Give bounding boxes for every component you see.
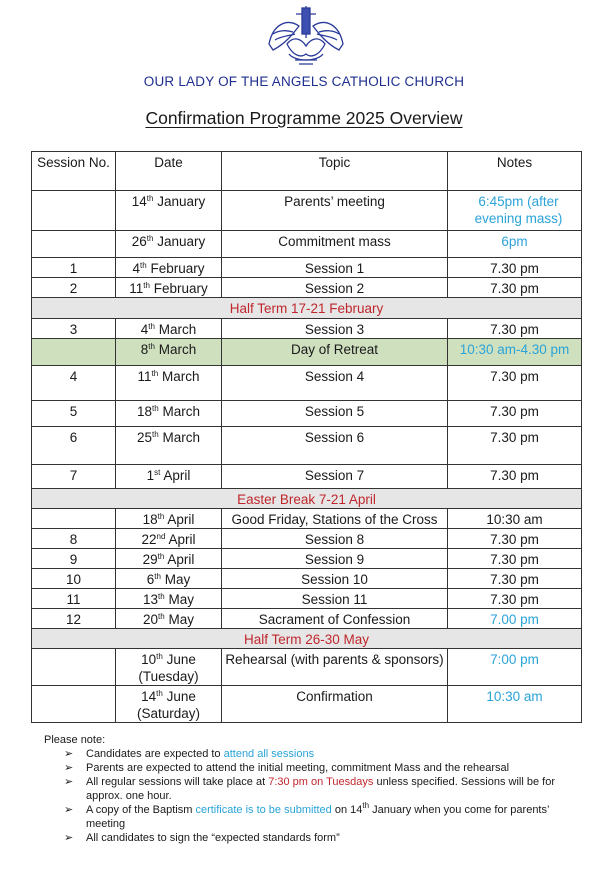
notes-cell: 10:30 am xyxy=(448,686,582,723)
topic-cell: Session 7 xyxy=(222,465,448,489)
session-number xyxy=(32,649,116,686)
date-cell xyxy=(116,569,222,589)
date-cell xyxy=(116,231,222,258)
notes-cell: 7.30 pm xyxy=(448,427,582,465)
session-number: 2 xyxy=(32,278,116,298)
date-month: March xyxy=(158,369,200,384)
arrow-bullet-icon: ➢ xyxy=(64,804,74,816)
session-number: 5 xyxy=(32,401,116,427)
note-text: January when you come for parents’ meeting xyxy=(86,804,550,830)
date-day: 26 xyxy=(131,234,147,249)
date-cell xyxy=(116,278,222,298)
topic-cell: Session 3 xyxy=(222,319,448,339)
date-month: March xyxy=(158,404,200,419)
session-number: 8 xyxy=(32,529,116,549)
topic-cell: Session 4 xyxy=(222,366,448,401)
notes-cell: 10:30 am xyxy=(448,509,582,529)
table-header-row xyxy=(32,152,582,191)
topic-cell: Sacrament of Confession xyxy=(222,609,448,629)
column-header: Topic xyxy=(222,152,448,191)
topic-cell: Session 9 xyxy=(222,549,448,569)
session-number: 7 xyxy=(32,465,116,489)
date-cell xyxy=(116,529,222,549)
topic-cell: Session 11 xyxy=(222,589,448,609)
session-number: 11 xyxy=(32,589,116,609)
note-text: Parents are expected to attend the initial meeting, commitment Mass and the rehearsal xyxy=(86,762,510,774)
table-row xyxy=(32,427,582,465)
break-label: Half Term 17-21 February xyxy=(32,298,582,319)
note-text: on 14 xyxy=(331,804,363,816)
table-row xyxy=(32,278,582,298)
note-item xyxy=(64,761,584,775)
break-row xyxy=(32,489,582,509)
date-suffix: th xyxy=(158,592,165,601)
topic-cell: Session 2 xyxy=(222,278,448,298)
date-month: May xyxy=(160,572,191,587)
session-number: 12 xyxy=(32,609,116,629)
arrow-bullet-icon: ➢ xyxy=(64,776,74,788)
date-day: 25 xyxy=(137,430,153,445)
note-item xyxy=(64,775,584,803)
date-cell xyxy=(116,465,222,489)
date-suffix: th xyxy=(146,234,154,243)
note-item xyxy=(64,747,584,761)
note-highlight: certificate is to be submitted xyxy=(195,804,332,816)
date-suffix: th xyxy=(152,430,159,439)
programme-table xyxy=(31,151,582,723)
date-cell xyxy=(116,549,222,569)
session-number: 6 xyxy=(32,427,116,465)
topic-cell: Rehearsal (with parents & sponsors) xyxy=(222,649,448,686)
notes-cell: 10:30 am-4.30 pm xyxy=(448,339,582,366)
table-row xyxy=(32,319,582,339)
church-name: OUR LADY OF THE ANGELS CATHOLIC CHURCH xyxy=(143,74,465,89)
session-number xyxy=(32,509,116,529)
date-day: 20 xyxy=(143,612,159,627)
session-number: 9 xyxy=(32,549,116,569)
break-label: Easter Break 7-21 April xyxy=(32,489,582,509)
notes-list xyxy=(44,747,584,845)
table-row xyxy=(32,609,582,629)
date-day: 13 xyxy=(143,592,159,607)
date-cell xyxy=(116,258,222,278)
note-text: All candidates to sign the “expected standards form” xyxy=(86,832,340,844)
page-title: Confirmation Programme 2025 Overview xyxy=(145,108,463,128)
church-logo-icon xyxy=(265,4,347,68)
notes-cell: 7.30 pm xyxy=(448,401,582,427)
topic-cell: Day of Retreat xyxy=(222,339,448,366)
notes-cell: 7.30 pm xyxy=(448,258,582,278)
notes-cell: 7.30 pm xyxy=(448,569,582,589)
arrow-bullet-icon: ➢ xyxy=(64,832,74,844)
date-cell xyxy=(116,589,222,609)
column-header: Session No. xyxy=(32,152,116,191)
notes-heading: Please note: xyxy=(44,734,106,746)
date-day: 11 xyxy=(129,281,144,296)
date-cell xyxy=(116,191,222,231)
date-month: April xyxy=(165,532,196,547)
date-suffix: th xyxy=(152,404,159,413)
session-number: 1 xyxy=(32,258,116,278)
column-header: Notes xyxy=(448,152,582,191)
topic-cell: Confirmation xyxy=(222,686,448,723)
notes-cell: 7.00 pm xyxy=(448,609,582,629)
topic-cell: Session 1 xyxy=(222,258,448,278)
break-label: Half Term 26-30 May xyxy=(32,629,582,649)
table-row xyxy=(32,529,582,549)
date-suffix: th xyxy=(148,342,155,351)
date-cell xyxy=(116,609,222,629)
table-row xyxy=(32,549,582,569)
note-text: unless specified. Sessions will be for approx. one hour. xyxy=(86,776,555,802)
topic-cell: Commitment mass xyxy=(222,231,448,258)
session-number xyxy=(32,191,116,231)
date-suffix: th xyxy=(156,689,163,698)
date-day: 18 xyxy=(142,512,158,527)
arrow-bullet-icon: ➢ xyxy=(64,748,74,760)
date-suffix: th xyxy=(151,369,159,378)
date-day: 18 xyxy=(137,404,153,419)
date-month: February xyxy=(146,261,205,276)
table-row xyxy=(32,339,582,366)
topic-cell: Session 10 xyxy=(222,569,448,589)
table-row xyxy=(32,401,582,427)
note-text: A copy of the Baptism xyxy=(86,804,196,816)
date-month: April xyxy=(164,552,195,567)
note-text: Candidates are expected to xyxy=(86,748,224,760)
date-weekday: (Saturday) xyxy=(136,706,201,721)
date-suffix: th xyxy=(158,612,165,621)
session-number: 10 xyxy=(32,569,116,589)
date-month: March xyxy=(154,342,197,357)
note-highlight: attend all sessions xyxy=(223,748,315,760)
date-month: January xyxy=(153,194,206,209)
note-item xyxy=(64,803,584,831)
notes-cell: 7.30 pm xyxy=(448,278,582,298)
date-suffix: th xyxy=(143,281,150,290)
notes-cell: 7.30 pm xyxy=(448,366,582,401)
date-day: 11 xyxy=(137,369,152,384)
date-suffix: th xyxy=(157,552,165,561)
date-day: 6 xyxy=(146,572,155,587)
date-day: 4 xyxy=(140,322,149,337)
date-month: June xyxy=(162,689,196,704)
date-month: June xyxy=(162,652,196,667)
date-month: May xyxy=(164,612,194,627)
notes-cell: 6:45pm (after evening mass) xyxy=(448,191,582,231)
notes-cell: 7:00 pm xyxy=(448,649,582,686)
date-cell xyxy=(116,509,222,529)
note-item xyxy=(64,831,584,845)
date-day: 14 xyxy=(141,689,157,704)
session-number: 4 xyxy=(32,366,116,401)
date-day: 1 xyxy=(146,468,155,483)
date-month: April xyxy=(164,512,195,527)
topic-cell: Session 8 xyxy=(222,529,448,549)
date-suffix: st xyxy=(154,468,161,477)
date-day: 4 xyxy=(132,261,141,276)
date-cell xyxy=(116,366,222,401)
table-row xyxy=(32,509,582,529)
date-suffix: th xyxy=(157,512,165,521)
session-number xyxy=(32,231,116,258)
date-month: February xyxy=(149,281,208,296)
date-suffix: th xyxy=(146,194,154,203)
date-month: March xyxy=(154,322,197,337)
note-suffix: th xyxy=(362,801,370,810)
date-day: 29 xyxy=(142,552,158,567)
note-highlight: 7:30 pm on Tuesdays xyxy=(268,776,374,788)
date-day: 8 xyxy=(140,342,149,357)
table-row xyxy=(32,465,582,489)
arrow-bullet-icon: ➢ xyxy=(64,762,74,774)
table-row xyxy=(32,686,582,723)
date-day: 14 xyxy=(131,194,147,209)
topic-cell: Good Friday, Stations of the Cross xyxy=(222,509,448,529)
table-row xyxy=(32,258,582,278)
date-suffix: th xyxy=(156,652,163,661)
notes-cell: 7.30 pm xyxy=(448,319,582,339)
notes-cell: 6pm xyxy=(448,231,582,258)
date-month: May xyxy=(164,592,194,607)
column-header: Date xyxy=(116,152,222,191)
notes-cell: 7.30 pm xyxy=(448,465,582,489)
date-cell xyxy=(116,319,222,339)
session-number: 3 xyxy=(32,319,116,339)
date-suffix: th xyxy=(154,572,161,581)
session-number xyxy=(32,686,116,723)
table-row xyxy=(32,366,582,401)
table-row xyxy=(32,569,582,589)
topic-cell: Session 6 xyxy=(222,427,448,465)
table-row xyxy=(32,589,582,609)
notes-cell: 7.30 pm xyxy=(448,589,582,609)
date-month: April xyxy=(160,468,191,483)
notes-cell: 7.30 pm xyxy=(448,549,582,569)
note-text: All regular sessions will take place at xyxy=(86,776,269,788)
date-day: 22 xyxy=(141,532,157,547)
date-cell xyxy=(116,686,222,723)
date-cell xyxy=(116,339,222,366)
date-weekday: (Tuesday) xyxy=(138,669,199,684)
date-day: 10 xyxy=(141,652,157,667)
break-row xyxy=(32,629,582,649)
table-row xyxy=(32,191,582,231)
date-month: January xyxy=(153,234,206,249)
table-row xyxy=(32,649,582,686)
date-cell xyxy=(116,427,222,465)
topic-cell: Parents’ meeting xyxy=(222,191,448,231)
break-row xyxy=(32,298,582,319)
date-month: March xyxy=(158,430,200,445)
session-number xyxy=(32,339,116,366)
date-suffix: th xyxy=(140,261,147,270)
topic-cell: Session 5 xyxy=(222,401,448,427)
date-cell xyxy=(116,649,222,686)
notes-section xyxy=(44,733,584,845)
date-suffix: nd xyxy=(156,532,166,541)
date-suffix: th xyxy=(148,322,155,331)
notes-cell: 7.30 pm xyxy=(448,529,582,549)
table-row xyxy=(32,231,582,258)
date-cell xyxy=(116,401,222,427)
